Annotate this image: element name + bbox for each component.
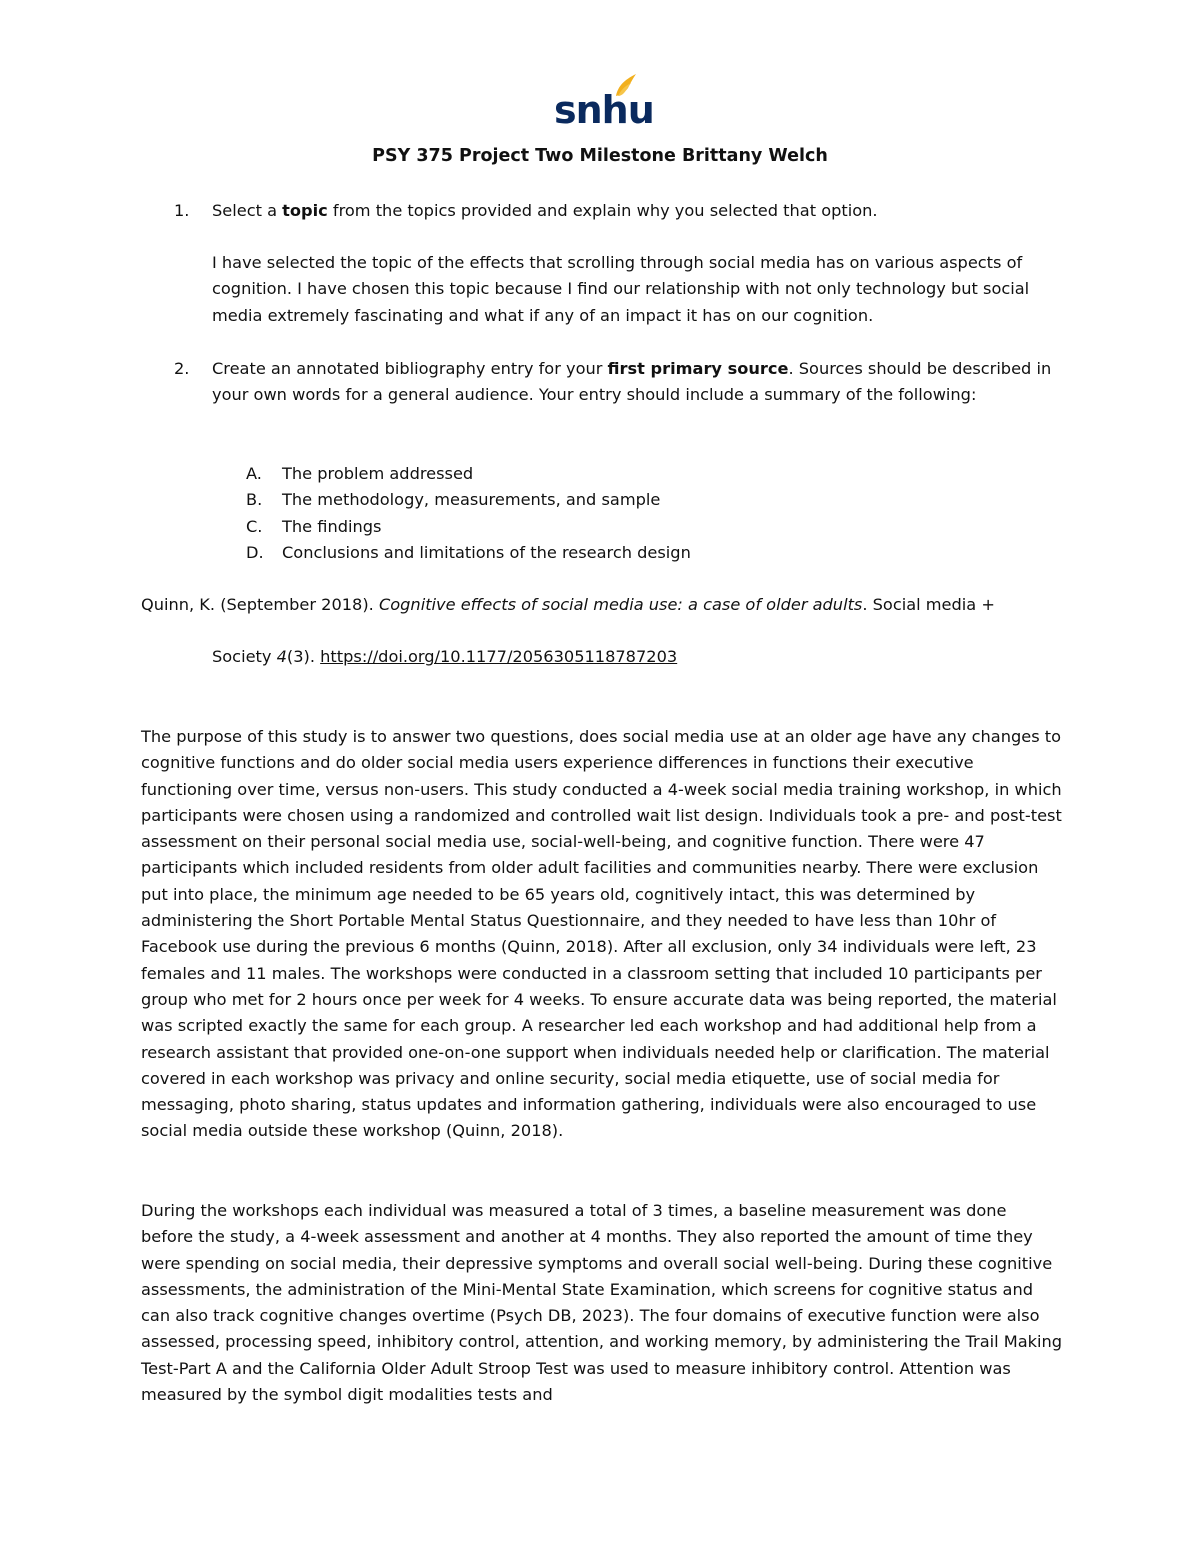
reference-title: Cognitive effects of social media use: a case of older adults xyxy=(378,595,863,614)
list-item: D. Conclusions and limitations of the research design xyxy=(246,542,691,562)
question-2 xyxy=(174,356,1074,409)
list-item: B. The methodology, measurements, and sample xyxy=(246,490,661,510)
doi-link[interactable]: https://doi.org/10.1177/2056305118787203 xyxy=(320,647,678,666)
question-2-keyword: first primary source xyxy=(607,359,789,378)
reference-line-2: Society 4(3). https://doi.org/10.1177/2056305118787203 xyxy=(212,647,678,666)
reference-line-1: Quinn, K. (September 2018). Cognitive effects of social media use: a case of older adults. Social media + xyxy=(141,595,995,614)
question-2-sublist xyxy=(246,461,846,566)
question-2-text: Create an annotated bibliography entry for your first primary source. Sources should be described in your own words for a general audience. Your entry should include a summary of the following: xyxy=(212,359,1052,405)
summary-paragraph-2: During the workshops each individual was measured a total of 3 times, a baseline measurement was done before the study, a 4-week assessment and another at 4 months. They also reported the amount of time they were spending on social media, their depressive symptoms and overall social well-being. During these cognitive assessments, the administration of the Mini-Mental State Examination, which screens for cognitive status and can also track cognitive changes overtime (Psych DB, 2023). The four domains of executive function were also assessed, processing speed, inhibitory control, attention, and working memory, by administering the Trail Making Test-Part A and the California Older Adult Stroop Test was used to measure inhibitory control. Attention was measured by the symbol digit modalities tests and xyxy=(141,1201,1063,1405)
question-1-keyword: topic xyxy=(282,201,328,220)
page-title: PSY 375 Project Two Milestone Brittany Welch xyxy=(372,146,828,166)
list-item: C. The findings xyxy=(246,516,382,536)
question-2-number: 2. xyxy=(174,359,190,378)
logo-wordmark: snhu xyxy=(554,88,654,132)
answer-1: I have selected the topic of the effects that scrolling through social media has on various aspects of cognition. I have chosen this topic because I find our relationship with not only technology but social media extremely fascinating and what if any of an impact it has on our cognition. xyxy=(212,253,1030,325)
question-1-number: 1. xyxy=(174,201,190,220)
summary-paragraph-1: The purpose of this study is to answer two questions, does social media use at an older age have any changes to cognitive functions and do older social media users experience differences in functions their executive functioning over time, versus non-users. This study conducted a 4-week social media training workshop, in which participants were chosen using a randomized and controlled wait list design. Individuals took a pre- and post-test assessment on their personal social media use, social-well-being, and cognitive function. There were 47 participants which included residents from older adult facilities and communities nearby. There were exclusion put into place, the minimum age needed to be 65 years old, cognitively intact, this was determined by administering the Short Portable Mental Status Questionnaire, and they needed to have less than 10hr of Facebook use during the previous 6 months (Quinn, 2018). After all exclusion, only 34 individuals were left, 23 females and 11 males. The workshops were conducted in a classroom setting that included 10 participants per group who met for 2 hours once per week for 4 weeks. To ensure accurate data was being reported, the material was scripted exactly the same for each group. A researcher led each workshop and had additional help from a research assistant that provided one-on-one support when individuals needed help or clarification. The material covered in each workshop was privacy and online security, social media etiquette, use of social media for messaging, photo sharing, status updates and information gathering, individuals were also encouraged to use social media outside these workshop (Quinn, 2018). xyxy=(141,727,1062,1141)
question-1 xyxy=(174,198,1074,224)
list-item: A. The problem addressed xyxy=(246,464,474,483)
reference-volume: 4 xyxy=(276,647,287,666)
snhu-logo xyxy=(554,72,654,132)
question-1-text: Select a topic from the topics provided and explain why you selected that option. xyxy=(212,201,878,220)
